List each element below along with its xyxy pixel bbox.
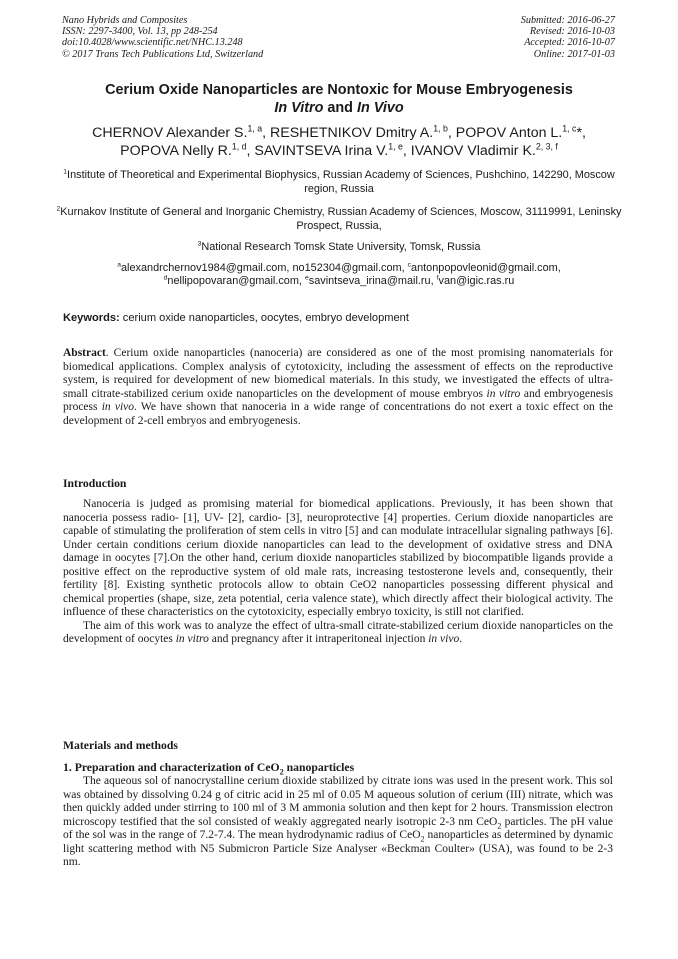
author-name: POPOVA Nelly R. xyxy=(120,142,232,159)
intro-text: . xyxy=(459,633,463,645)
author-affiliation-mark: 1, b xyxy=(433,123,448,134)
author-affiliation-mark: 1, a xyxy=(247,123,263,134)
intro-in-vitro: in vitro xyxy=(175,633,209,645)
title-line-2 xyxy=(50,99,628,117)
email-mark: e xyxy=(304,274,309,282)
email-mark: c xyxy=(407,261,412,269)
methods-paragraph xyxy=(63,775,613,870)
abstract xyxy=(63,347,613,428)
methods-subscript: 2 xyxy=(497,820,502,830)
email-link[interactable]: alexandrchernov1984@gmail.com, xyxy=(121,262,293,274)
affiliation-mark: 1 xyxy=(63,168,68,176)
author-affiliation-mark: 1, c xyxy=(562,123,577,134)
methods-text: nanoparticles as determined by dynamic light scattering method with N5 Submicron Particle Size Analyser «Beckman Coulter» (USA), was found to be 2-3 nm. xyxy=(63,829,613,868)
author-name: IVANOV Vladimir K. xyxy=(410,142,536,159)
email-list xyxy=(56,262,622,288)
author-name: RESHETNIKOV Dmitry A. xyxy=(270,125,434,141)
title-and: and xyxy=(327,100,353,116)
email-line-1 xyxy=(56,262,622,275)
keywords-label: Keywords: xyxy=(63,312,120,324)
email-link[interactable]: nellipopovaran@gmail.com, xyxy=(167,275,305,287)
author-affiliation-mark: 2, 3, f xyxy=(535,140,558,151)
abstract-text: . Cerium oxide nanoparticles (nanoceria) are considered as one of the most promising nanomaterials for biomedical applications. Complex analysis of cytotoxicity, including the assessment of effects on the reproductive system, is required for development of new biomedical materials. In this study, we investigated the effects of ultra-small citrate-stabilized cerium oxide nanoparticles on the development of mouse embryos xyxy=(63,347,613,400)
introduction-paragraph-1: Nanoceria is judged as promising material for biomedical applications. Previously, it has been shown that nanoceria possess radio- [1], UV- [2], cardio- [3], neuroprotective [4] properties. Cerium dioxide nanoparticles are capable of stimulating the proliferation of stem cells in vitro [5] and can modulate intracellular signaling pathways [6]. Under certain conditions cerium dioxide nanoparticles can lead to the development of oxidative stress and DNA damage in oocytes [7].On the other hand, cerium dioxide nanoparticles stabilized by biocompatible ligands provide a positive effect on the reproductive system of old male rats, increasing testosterone levels and, consequently, their fertility [8]. Existing synthetic protocols allow to obtain CeO2 nanoparticles possessing different physical and chemical properties (shape, size, zeta potential, ceria valence state), which directly affect their biological activity. The influence of these characteristics on the cytotoxicity, especially embryo toxicity, is still not clarified. xyxy=(63,498,613,618)
email-mark: a xyxy=(117,261,121,269)
title-in-vivo: In Vivo xyxy=(356,100,404,116)
journal-issn: ISSN: 2297-3400, Vol. 13, pp 248-254 xyxy=(62,26,218,38)
author-separator: , xyxy=(447,125,456,141)
paper-title xyxy=(50,81,628,117)
email-link[interactable]: van@igic.ras.ru xyxy=(438,275,515,287)
email-mark: d xyxy=(163,274,168,282)
date-accepted: Accepted: 2016-10-07 xyxy=(524,37,615,49)
affiliation-text: National Research Tomsk State University, Tomsk, Russia xyxy=(201,241,481,253)
author-separator: , xyxy=(246,142,255,159)
journal-copyright: © 2017 Trans Tech Publications Ltd, Switzerland xyxy=(62,48,264,60)
email-mark: f xyxy=(436,274,439,282)
keywords-text: cerium oxide nanoparticles, oocytes, embryo development xyxy=(119,312,409,324)
affiliation-mark: 3 xyxy=(197,240,202,248)
author-affiliation-mark: 1, e xyxy=(388,140,403,151)
intro-text: and pregnancy after it intraperitoneal injection xyxy=(208,633,429,645)
publication-dates xyxy=(521,15,615,60)
author-name: CHERNOV Alexander S. xyxy=(92,125,248,141)
title-in-vitro: In Vitro xyxy=(274,100,324,116)
author-name: POPOV Anton L. xyxy=(455,125,563,141)
date-revised: Revised: 2016-10-03 xyxy=(529,26,615,38)
affiliation-text: Kurnakov Institute of General and Inorganic Chemistry, Russian Academy of Sciences, Moscow, 31119991, Leninsky Prospect, Russia, xyxy=(60,206,622,232)
email-link[interactable]: antonpopovleonid@gmail.com, xyxy=(411,262,561,274)
methods-heading: Materials and methods xyxy=(63,739,178,752)
methods-subheading xyxy=(63,761,354,775)
author-line-2 xyxy=(40,140,638,161)
date-submitted: Submitted: 2016-06-27 xyxy=(520,15,615,26)
journal-info xyxy=(62,15,263,60)
author-separator: , xyxy=(262,125,271,141)
journal-name: Nano Hybrids and Composites xyxy=(62,15,188,26)
abstract-label: Abstract xyxy=(63,347,106,359)
methods-subscript: 2 xyxy=(420,834,425,844)
affiliation-1 xyxy=(56,168,622,196)
intro-text: The aim of this work was to analyze the effect of ultra-small citrate-stabilized cerium dioxide nanoparticles on the development of oocytes xyxy=(63,619,613,645)
author-affiliation-mark: 1, d xyxy=(231,140,247,151)
methods-text: particles. The pH value of the sol was in the range of 7.2-7.4. The mean hydrodynamic radius of CeO xyxy=(63,815,613,841)
abstract-in-vivo: in vivo xyxy=(101,401,135,413)
affiliation-text: Institute of Theoretical and Experimental Biophysics, Russian Academy of Sciences, Pushchino, 142290, Moscow region, Russia xyxy=(67,169,615,195)
affiliation-3 xyxy=(56,240,622,254)
subheading-subscript: 2 xyxy=(279,767,284,777)
email-link[interactable]: savintseva_irina@mail.ru, xyxy=(308,275,437,287)
journal-doi: doi:10.4028/www.scientific.net/NHC.13.248 xyxy=(62,37,243,49)
email-link[interactable]: no152304@gmail.com, xyxy=(292,262,408,274)
introduction-body xyxy=(63,498,613,647)
subheading-text: 1. Preparation and characterization of CeO xyxy=(63,761,280,774)
abstract-text: and embryogenesis process xyxy=(63,387,613,413)
methods-body xyxy=(63,775,613,870)
author-name: SAVINTSEVA Irina V. xyxy=(254,142,389,159)
email-line-2 xyxy=(56,275,622,288)
abstract-in-vitro: in vitro xyxy=(486,387,521,400)
author-separator: , xyxy=(402,142,411,159)
subheading-text: nanoparticles xyxy=(283,761,355,774)
intro-in-vivo: in vivo xyxy=(428,633,460,645)
affiliation-mark: 2 xyxy=(56,205,61,213)
introduction-heading: Introduction xyxy=(63,477,127,490)
introduction-paragraph-2 xyxy=(63,620,613,647)
keywords xyxy=(63,311,623,325)
abstract-text: . We have shown that nanoceria in a wide range of concentrations do not exert a toxic effect on the development of 2-cell embryos and embryogenesis. xyxy=(63,401,613,427)
date-online: Online: 2017-01-03 xyxy=(533,48,615,60)
methods-text: The aqueous sol of nanocrystalline cerium dioxide stabilized by citrate ions was used in the present work. This sol was obtained by dissolving 0.24 g of citric acid in 25 ml of 0.05 M aqueous solution of cerium (III) nitrate, which was then quickly added under stirring to 100 ml of 3 M ammonia solution and then kept for 2 hours. Transmission electron microscopy testified that the sol consisted of weakly aggregated nearly isotropic 2-3 nm CeO xyxy=(63,775,613,828)
affiliation-2 xyxy=(56,205,622,233)
title-line-1: Cerium Oxide Nanoparticles are Nontoxic for Mouse Embryogenesis xyxy=(105,82,573,98)
author-list xyxy=(40,125,638,160)
author-separator: *, xyxy=(576,125,586,141)
